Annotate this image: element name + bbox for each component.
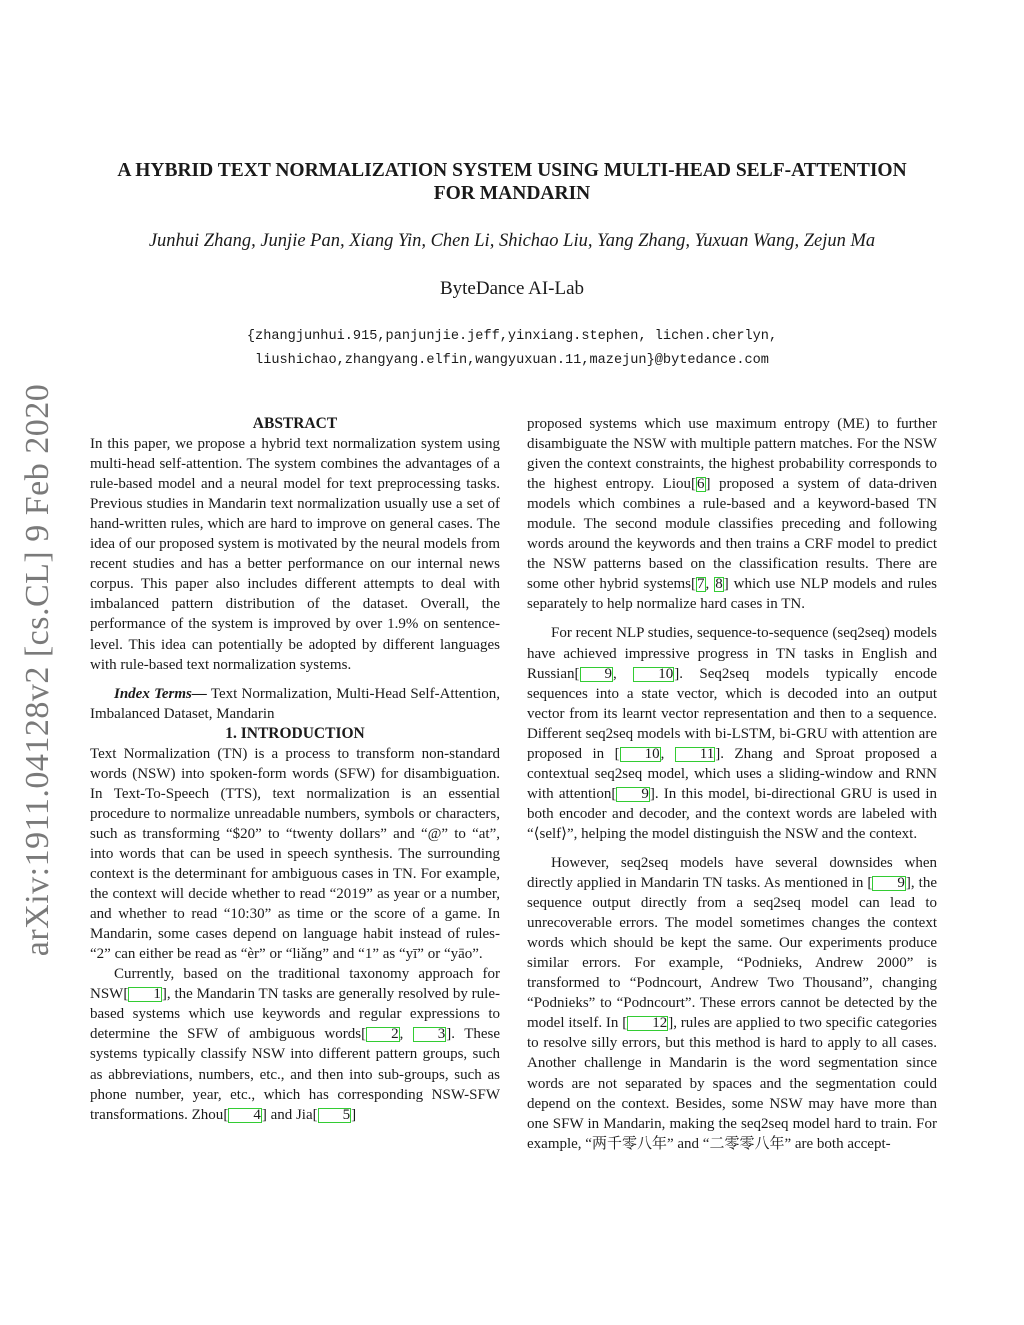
arxiv-identifier: arXiv:1911.04128v2 [cs.CL] 9 Feb 2020	[19, 383, 56, 957]
citation-link[interactable]: 8	[715, 576, 723, 593]
author-list: Junhui Zhang, Junjie Pan, Xiang Yin, Chen Li, Shichao Liu, Yang Zhang, Yuxuan Wang, Zejun Ma	[148, 231, 876, 251]
index-terms	[90, 684, 500, 724]
abstract-heading: ABSTRACT	[252, 415, 338, 432]
email-line-1: {zhangjunhui.915,panjunjie.jeff,yinxiang.stephen, lichen.cherlyn,	[246, 329, 778, 344]
citation-link[interactable]: 10	[620, 747, 661, 762]
index-terms-label: Index Terms—	[114, 685, 207, 702]
citation-link[interactable]: 9	[616, 787, 650, 802]
citation-link[interactable]: 12	[627, 1016, 668, 1031]
left-column	[90, 414, 500, 1125]
citation-link[interactable]: 9	[580, 667, 614, 682]
introduction-heading: 1. INTRODUCTION	[225, 724, 365, 742]
author-emails	[60, 325, 964, 373]
title-line-1: A HYBRID TEXT NORMALIZATION SYSTEM USING MULTI-HEAD SELF-ATTENTION	[117, 160, 907, 181]
right-paragraph-2: For recent NLP studies, sequence-to-sequence (seq2seq) models have achieved impressive progress in TN tasks in English and Russian[ 9, 10]. Seq2seq models typically encode sequences into a state vector, which is decoded into an output vector from its learnt vector representation and then to a sequence. Different seq2seq models with bi-LSTM, bi-GRU with attention are proposed in [ 10, 11]. Zhang and Sproat proposed a contextual seq2seq model, which uses a sliding-window and RNN with attention[ 9]. In this model, bi-directional GRU is used in both encoder and decoder, and the context words are labeled with “⟨self⟩”, helping the model distinguish the NSW and the context.	[527, 625, 937, 842]
right-paragraph-3: However, seq2seq models have several downsides when directly applied in Mandarin TN tasks. As mentioned in [ 9], the sequence output directly from a seq2seq model can lead to unrecoverable errors. The model sometimes changes the context words which should be kept the same. Our experiments produce similar errors. For example, “Podnieks, Andrew 2000” is transformed to “Podncourt, Andrew Two Thousand”, changing “Podnieks” to “Podncourt”. These errors cannot be detected by the model itself. In [ 12], rules are applied to two specific categories to resolve silly errors, but this method is hard to apply to all cases. Another challenge in Mandarin is the word segmentation since words are not separated by spaces and the segmentation could depend on the context. Besides, some NSW may have more than one SFW in Mandarin, making the seq2seq model hard to train. For example, “两千零八年” and “二零零八年” are both accept-	[527, 854, 937, 1152]
right-column	[527, 414, 937, 1154]
citation-link[interactable]: 11	[675, 747, 715, 762]
citation-link[interactable]: 5	[318, 1108, 352, 1123]
citation-link[interactable]: 1	[128, 987, 162, 1002]
citation-link[interactable]: 6	[697, 476, 705, 493]
intro-paragraph-2: Currently, based on the traditional taxonomy approach for NSW[ 1], the Mandarin TN tasks are generally resolved by rule-based systems which use keywords and regular expressions to determine the SFW of ambiguous words[ 2, 3]. These systems typically classify NSW into different pattern groups, such as abbreviations, numbers, etc., and then into sub-groups, such as phone number, year, etc., which has corresponding NSW-SFW transformations. Zhou[ 4] and Jia[ 5]	[90, 966, 501, 1123]
citation-link[interactable]: 7	[697, 576, 705, 593]
citation-link[interactable]: 10	[633, 667, 674, 682]
citation-link[interactable]: 9	[872, 876, 906, 891]
title-line-2: FOR MANDARIN	[433, 183, 591, 204]
right-paragraph-1: proposed systems which use maximum entropy (ME) to further disambiguate the NSW with multiple pattern matches. For the NSW given the context constraints, the highest probability corresponds to the highest entropy. Liou[6] proposed a system of data-driven models which combines a rule-based and a keyword-based TN module. The second module classifies preceding and following words around the keywords and then trains a CRF model to predict the NSW patterns based on the classification results. There are some other hybrid systems[7, 8] which use NLP models and rules separately to help normalize hard cases in TN.	[527, 416, 937, 613]
citation-link[interactable]: 4	[228, 1108, 262, 1123]
index-terms-list: Text Normalization, Multi-Head Self-Attention, Imbalanced Dataset, Mandarin	[90, 685, 500, 722]
email-line-2: liushichao,zhangyang.elfin,wangyuxuan.11,mazejun}@bytedance.com	[255, 353, 769, 368]
intro-paragraph-1: Text Normalization (TN) is a process to transform non-standard words (NSW) into spoken-form words (SFW) for disambiguation. In Text-To-Speech (TTS), text normalization is an essential procedure to normalize unreadable numbers, symbols or characters, such as transforming “$20” to “twenty dollars” and “@” to “at”, into words that can be used in speech synthesis. The surrounding context is the determinant for ambiguous cases in TN. For example, the context will decide whether to read “2019” as year or a number, and whether to read “10:30” as time or the score of a game. In Mandarin, some cases depend on language habit instead of rules- “2” can either be read as “èr” or “liǎng” and “1” as “yī” or “yāo”.	[90, 745, 500, 963]
paper-title	[80, 159, 944, 205]
arxiv-sidebar	[12, 370, 64, 970]
affiliation: ByteDance AI-Lab	[439, 278, 585, 299]
citation-link[interactable]: 2	[366, 1027, 400, 1042]
citation-link[interactable]: 3	[413, 1027, 447, 1042]
abstract-text: In this paper, we propose a hybrid text normalization system using multi-head self-attention. The system combines the advantages of a rule-based model and a neural model for text preprocessing tasks. Previous studies in Mandarin text normalization usually use a set of hand-written rules, which are hard to improve on general cases. The idea of our proposed system is motivated by the neural models from recent studies and has a better performance on our internal news corpus. This paper also includes different attempts to deal with imbalanced pattern distribution of the dataset. Overall, the performance of the system is improved by over 1.9% on sentence-level. This idea can potentially be adopted by different languages with rule-based text normalization systems.	[90, 436, 500, 673]
